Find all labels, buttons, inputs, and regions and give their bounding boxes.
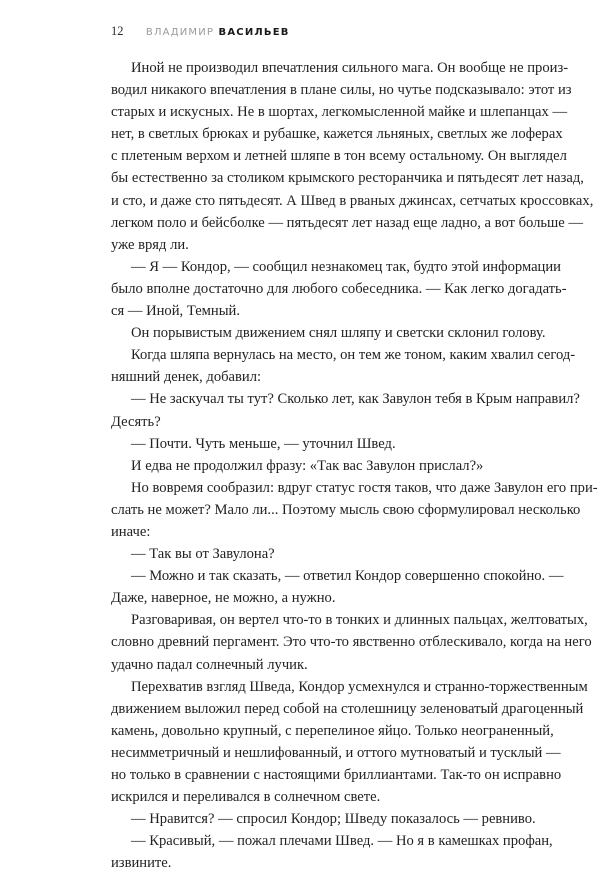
text-line: — Я — Кондор, — сообщил незнакомец так, будто этой информации: [131, 258, 561, 275]
text-line: старых и искусных. Не в шортах, легкомысленной майке и шлепанцах —: [111, 104, 568, 121]
text-line: Десять?: [111, 413, 161, 430]
body-text: [111, 57, 598, 874]
text-line: удачно падал солнечный лучик.: [111, 656, 308, 673]
text-line: — Можно и так сказать, — ответил Кондор совершенно спокойно. —: [131, 568, 564, 585]
text-line: И едва не продолжил фразу: «Так вас Завулон прислал?»: [131, 457, 484, 474]
text-line: уже вряд ли.: [111, 236, 189, 253]
text-line: движением выложил перед собой на столешницу зеленоватый драгоценный: [111, 700, 584, 717]
text-line: с плетеным верхом и летней шляпе в тон всему остальному. Он выглядел: [111, 148, 567, 165]
text-line: водил никакого впечатления в плане силы, но чутье подсказывало: этот из: [111, 82, 572, 99]
text-line: бы естественно за столиком крымского ресторанчика и пятьдесят лет назад,: [111, 170, 584, 187]
text-line: ся — Иной, Темный.: [111, 303, 240, 320]
text-line: — Так вы от Завулона?: [131, 546, 275, 563]
text-line: было вполне достаточно для любого собеседника. — Как легко догадать-: [111, 280, 567, 297]
text-line: — Нравится? — спросил Кондор; Шведу показалось — ревниво.: [131, 811, 536, 828]
text-line: но только в сравнении с настоящими бриллиантами. Так-то он исправно: [111, 767, 562, 783]
text-line: иначе:: [111, 523, 151, 540]
text-line: Даже, наверное, не можно, а нужно.: [111, 590, 336, 607]
text-line: легком поло и бейсболке — пятьдесят лет назад еще ладно, а вот больше —: [111, 214, 584, 231]
text-line: няшний денек, добавил:: [111, 369, 262, 386]
text-line: Перехватив взгляд Шведа, Кондор усмехнулся и странно-торжественным: [131, 678, 588, 695]
text-line: Разговаривая, он вертел что-то в тонких и длинных пальцах, желтоватых,: [131, 612, 588, 629]
text-line: — Красивый, — пожал плечами Швед. — Но я в камешках профан,: [131, 833, 553, 850]
text-line: слать не может? Мало ли... Поэтому мысль свою сформулировал несколько: [111, 501, 581, 518]
text-line: несимметричный и нешлифованный, и оттого мутноватый и тусклый —: [111, 744, 561, 761]
text-line: и сто, и даже сто пятьдесят. А Швед в рваных джинсах, сетчатых кроссовках,: [111, 192, 594, 209]
text-line: словно древний пергамент. Это что-то явственно отблескивало, когда на него: [111, 634, 592, 651]
page-number: 12: [111, 24, 124, 38]
text-line: Когда шляпа вернулась на место, он тем же тоном, каким хвалил сегод-: [131, 347, 576, 364]
text-line: искрился и переливался в солнечном свете.: [111, 789, 381, 806]
author-first-name: ВЛАДИМИР: [145, 27, 215, 38]
text-line: Иной не производил впечатления сильного мага. Он вообще не произ-: [131, 60, 569, 76]
text-line: Но вовремя сообразил: вдруг статус гостя таков, что даже Завулон его при-: [131, 479, 598, 496]
text-line: извините.: [111, 855, 172, 872]
text-line: нет, в светлых брюках и рубашке, кажется льняных, светлых же лоферах: [111, 126, 563, 143]
text-line: — Почти. Чуть меньше, — уточнил Швед.: [131, 435, 396, 452]
text-line: Он порывистым движением снял шляпу и светски склонил голову.: [131, 325, 546, 342]
text-line: — Не заскучал ты тут? Сколько лет, как Завулон тебя в Крым направил?: [131, 391, 580, 408]
running-head: [111, 24, 290, 42]
author-last-name: ВАСИЛЬЕВ: [218, 27, 290, 38]
text-line: камень, довольно крупный, с перепелиное яйцо. Только неограненный,: [111, 722, 554, 739]
